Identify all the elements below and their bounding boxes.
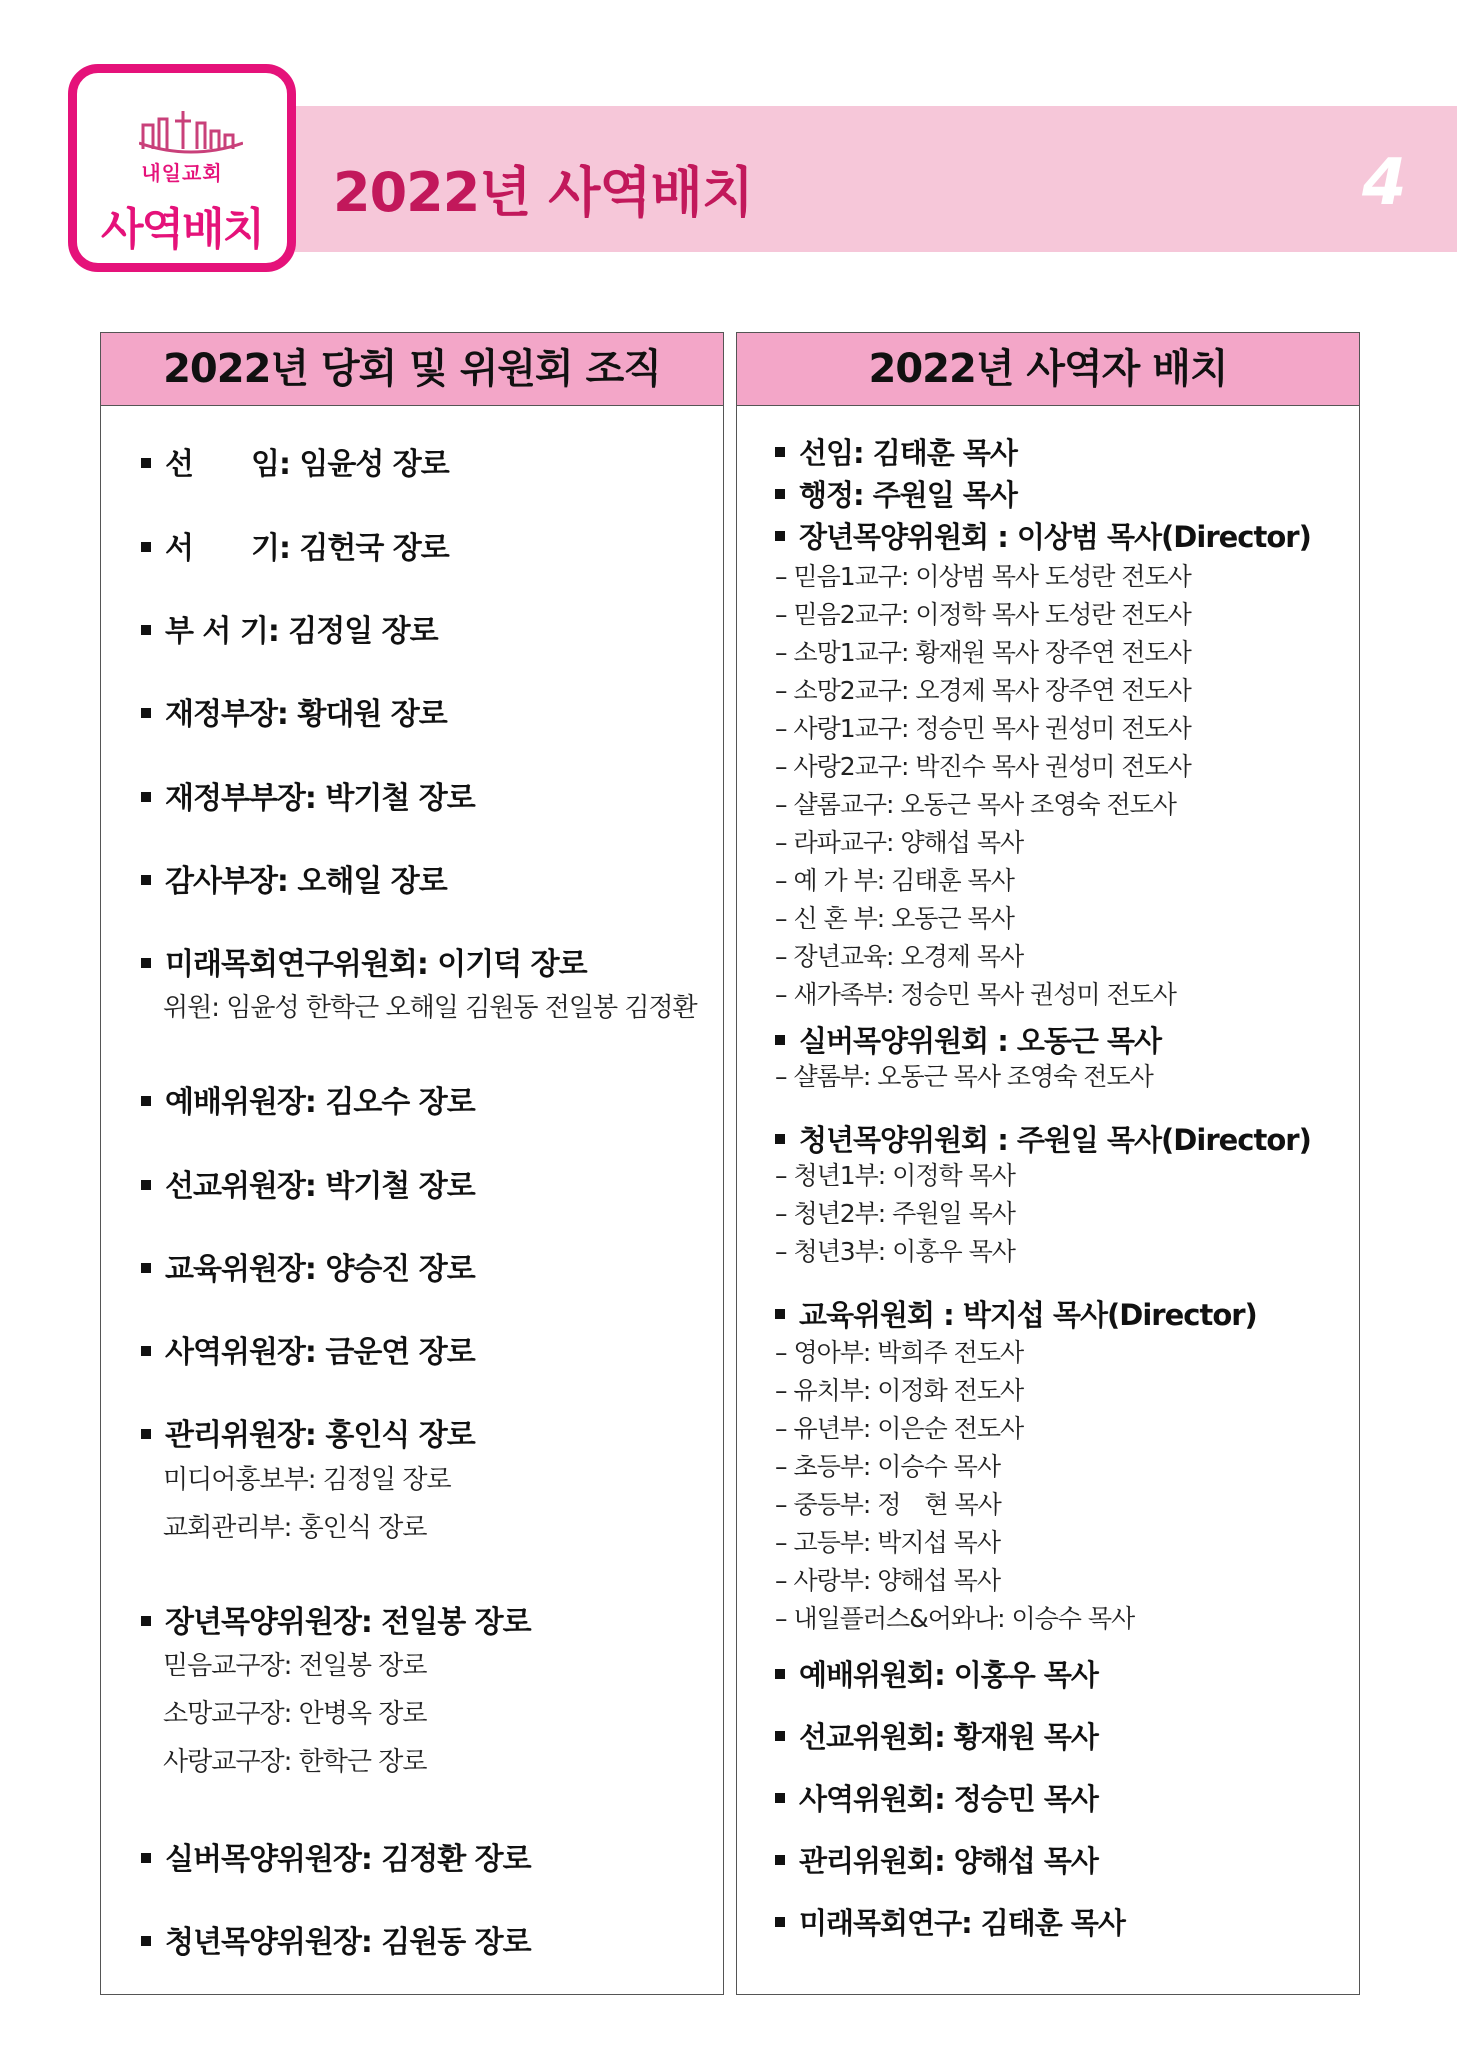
item-text: 청년목양위원회 : 주원일 목사(Director) <box>799 1123 1311 1157</box>
sub-list-item <box>775 861 1014 897</box>
list-item <box>141 939 587 983</box>
item-text: 감사부장: 오해일 장로 <box>165 864 447 899</box>
item-text: 실버목양위원회 : 오동근 목사 <box>799 1024 1162 1058</box>
item-text: – 장년교육: 오경제 목사 <box>775 942 1024 971</box>
list-item <box>775 1715 1098 1756</box>
item-text: – 샬롬교구: 오동근 목사 조영숙 전도사 <box>775 790 1176 819</box>
sub-list-item <box>163 1459 451 1496</box>
item-text: 청년목양위원장: 김원동 장로 <box>165 1925 531 1960</box>
item-text: – 유년부: 이은순 전도사 <box>775 1414 1024 1443</box>
square-bullet-icon <box>141 1346 151 1356</box>
sub-list-item <box>775 557 1191 593</box>
list-item <box>775 1653 1098 1694</box>
list-item <box>141 773 475 817</box>
sub-list-item <box>775 1057 1153 1093</box>
item-text: 예배위원장: 김오수 장로 <box>165 1085 475 1120</box>
sub-list-item <box>775 899 1014 935</box>
list-item <box>141 1244 475 1288</box>
sub-list-item <box>775 709 1191 745</box>
item-text: – 내일플러스&어와나: 이승수 목사 <box>775 1604 1135 1633</box>
item-text: – 사랑1교구: 정승민 목사 권성미 전도사 <box>775 714 1191 743</box>
list-item <box>141 439 449 483</box>
item-text: 위원: 임윤성 한학근 오해일 김원동 전일봉 김정환 <box>163 993 697 1023</box>
sub-list-item <box>775 747 1191 783</box>
list-item <box>775 1019 1161 1060</box>
item-text: – 믿음2교구: 이정학 목사 도성란 전도사 <box>775 600 1191 629</box>
item-text: – 청년2부: 주원일 목사 <box>775 1199 1015 1228</box>
square-bullet-icon <box>141 792 151 802</box>
square-bullet-icon <box>141 1936 151 1946</box>
sub-list-item <box>775 1333 1023 1369</box>
sub-list-item <box>163 1741 426 1778</box>
list-item <box>141 1834 531 1878</box>
item-text: 재정부장: 황대원 장로 <box>165 697 447 732</box>
sub-list-item <box>163 1693 426 1730</box>
sub-list-item <box>775 1485 1001 1521</box>
church-name: 내일교회 <box>141 161 223 185</box>
item-text: 장년목양위원회 : 이상범 목사(Director) <box>799 520 1311 554</box>
list-item <box>775 431 1017 472</box>
item-text: 사역위원회: 정승민 목사 <box>799 1782 1098 1816</box>
item-text: 교육위원장: 양승진 장로 <box>165 1252 475 1287</box>
item-text: – 청년3부: 이홍우 목사 <box>775 1237 1015 1266</box>
list-item <box>775 1293 1257 1334</box>
item-text: – 예 가 부: 김태훈 목사 <box>775 866 1014 895</box>
item-text: 교육위원회 : 박지섭 목사(Director) <box>799 1298 1257 1332</box>
list-item <box>775 1118 1311 1159</box>
item-text: 선교위원장: 박기철 장로 <box>165 1169 475 1204</box>
square-bullet-icon <box>141 1180 151 1190</box>
sub-list-item <box>775 785 1176 821</box>
sub-list-item <box>775 1599 1134 1635</box>
sub-list-item <box>775 1371 1023 1407</box>
square-bullet-icon <box>775 531 785 541</box>
square-bullet-icon <box>141 458 151 468</box>
square-bullet-icon <box>775 447 785 457</box>
sub-list-item <box>775 975 1176 1011</box>
item-text: 선임: 김태훈 목사 <box>799 436 1017 470</box>
sub-list-item <box>775 595 1191 631</box>
square-bullet-icon <box>775 1917 785 1927</box>
sub-list-item <box>775 1194 1015 1230</box>
list-item <box>141 689 447 733</box>
item-text: 실버목양위원장: 김정환 장로 <box>165 1842 531 1877</box>
item-text: – 새가족부: 정승민 목사 권성미 전도사 <box>775 980 1176 1009</box>
item-text: – 소망2교구: 오경제 목사 장주연 전도사 <box>775 676 1191 705</box>
sub-list-item <box>163 1645 426 1682</box>
item-text: – 사랑부: 양해섭 목사 <box>775 1566 1000 1595</box>
item-text: 미래목회연구: 김태훈 목사 <box>799 1906 1125 1940</box>
sub-list-item <box>775 937 1023 973</box>
church-skyline-logo-icon <box>139 103 243 155</box>
list-item <box>775 473 1017 514</box>
sub-list-item <box>775 671 1191 707</box>
list-item <box>775 1839 1098 1880</box>
item-text: – 고등부: 박지섭 목사 <box>775 1528 1000 1557</box>
square-bullet-icon <box>141 1429 151 1439</box>
item-text: 부 서 기: 김정일 장로 <box>165 614 438 649</box>
sub-list-item <box>775 1156 1015 1192</box>
list-item <box>775 1777 1098 1818</box>
sub-list-item <box>775 823 1023 859</box>
minister-assignment-panel <box>736 332 1360 1995</box>
item-text: 장년목양위원장: 전일봉 장로 <box>165 1605 531 1640</box>
sub-list-item <box>775 1409 1023 1445</box>
item-text: – 라파교구: 양해섭 목사 <box>775 828 1024 857</box>
item-text: 미래목회연구위원회: 이기덕 장로 <box>165 947 587 982</box>
square-bullet-icon <box>775 1793 785 1803</box>
square-bullet-icon <box>775 1669 785 1679</box>
item-text: 사랑교구장: 한학근 장로 <box>163 1747 427 1777</box>
list-item <box>141 523 449 567</box>
badge-title: 사역배치 <box>100 204 263 255</box>
item-text: 관리위원회: 양해섭 목사 <box>799 1844 1098 1878</box>
square-bullet-icon <box>775 1309 785 1319</box>
square-bullet-icon <box>141 875 151 885</box>
item-text: – 믿음1교구: 이상범 목사 도성란 전도사 <box>775 562 1191 591</box>
sub-list-item <box>775 1561 1000 1597</box>
item-text: 교회관리부: 홍인식 장로 <box>163 1513 427 1543</box>
item-text: – 청년1부: 이정학 목사 <box>775 1161 1015 1190</box>
item-text: 서 기: 김헌국 장로 <box>165 531 449 566</box>
sub-list-item <box>163 987 697 1024</box>
square-bullet-icon <box>775 1731 785 1741</box>
item-text: 믿음교구장: 전일봉 장로 <box>163 1651 427 1681</box>
square-bullet-icon <box>775 1035 785 1045</box>
list-item <box>141 1917 531 1961</box>
square-bullet-icon <box>141 958 151 968</box>
sub-list-item <box>775 633 1191 669</box>
item-text: 소망교구장: 안병옥 장로 <box>163 1699 427 1729</box>
item-text: – 영아부: 박희주 전도사 <box>775 1338 1024 1367</box>
list-item <box>141 606 438 650</box>
item-text: 선교위원회: 황재원 목사 <box>799 1720 1098 1754</box>
item-text: – 유치부: 이정화 전도사 <box>775 1376 1024 1405</box>
item-text: 예배위원회: 이홍우 목사 <box>799 1658 1098 1692</box>
item-text: 재정부부장: 박기철 장로 <box>165 781 475 816</box>
sub-list-item <box>775 1447 1000 1483</box>
list-item <box>775 515 1311 556</box>
list-item <box>141 1327 475 1371</box>
item-text: 관리위원장: 홍인식 장로 <box>165 1418 475 1453</box>
square-bullet-icon <box>141 1853 151 1863</box>
item-text: – 소망1교구: 황재원 목사 장주연 전도사 <box>775 638 1191 667</box>
item-text: – 초등부: 이승수 목사 <box>775 1452 1000 1481</box>
item-text: – 중등부: 정 현 목사 <box>775 1490 1001 1519</box>
section-badge <box>68 64 296 272</box>
list-item <box>141 1161 475 1205</box>
square-bullet-icon <box>141 1096 151 1106</box>
item-text: 선 임: 임윤성 장로 <box>165 447 449 482</box>
item-text: – 신 혼 부: 오동근 목사 <box>775 904 1014 933</box>
sub-list-item <box>775 1523 1000 1559</box>
page-number: 4 <box>1362 146 1407 220</box>
list-item <box>775 1901 1125 1942</box>
square-bullet-icon <box>141 708 151 718</box>
item-text: – 사랑2교구: 박진수 목사 권성미 전도사 <box>775 752 1191 781</box>
square-bullet-icon <box>141 542 151 552</box>
square-bullet-icon <box>775 489 785 499</box>
square-bullet-icon <box>141 1616 151 1626</box>
sub-list-item <box>775 1232 1015 1268</box>
sub-list-item <box>163 1507 426 1544</box>
list-item <box>141 1077 475 1121</box>
council-organization-header: 2022년 당회 및 위원회 조직 <box>101 333 723 406</box>
square-bullet-icon <box>775 1855 785 1865</box>
item-text: 미디어홍보부: 김정일 장로 <box>163 1465 451 1495</box>
square-bullet-icon <box>775 1134 785 1144</box>
item-text: 행정: 주원일 목사 <box>799 478 1017 512</box>
square-bullet-icon <box>141 1263 151 1273</box>
item-text: – 샬롬부: 오동근 목사 조영숙 전도사 <box>775 1062 1153 1091</box>
item-text: 사역위원장: 금운연 장로 <box>165 1335 475 1370</box>
council-organization-panel <box>100 332 724 1995</box>
square-bullet-icon <box>141 625 151 635</box>
minister-assignment-header: 2022년 사역자 배치 <box>737 333 1359 406</box>
page-title: 2022년 사역배치 <box>333 161 753 224</box>
list-item <box>141 1410 475 1454</box>
list-item <box>141 1597 531 1641</box>
list-item <box>141 856 447 900</box>
